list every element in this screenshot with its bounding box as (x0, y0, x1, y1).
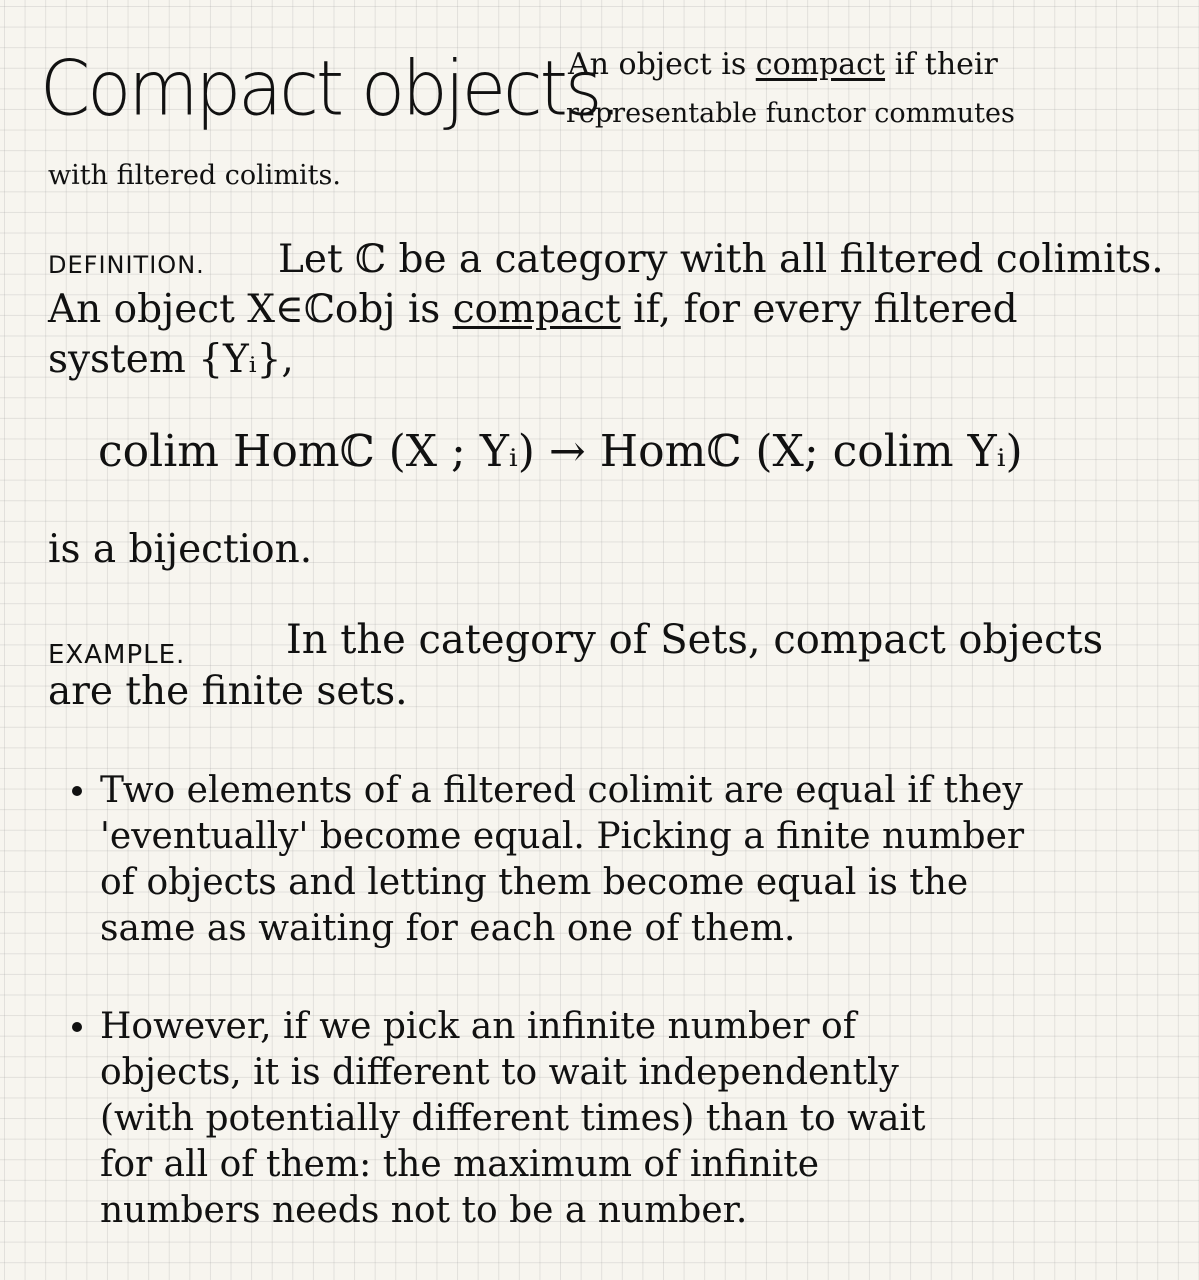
paragraph-line: However, if we pick an infinite number of (100, 1006, 857, 1047)
paragraph-line: 'eventually' become equal. Picking a finite number (100, 816, 1025, 857)
definition-line-1: Let ℂ be a category with all filtered colimits. (278, 237, 1164, 282)
compact-emphasis: compact (755, 47, 886, 82)
definition-line-4: is a bijection. (48, 527, 313, 572)
side-note-line-2: representable functor commutes (566, 98, 1015, 129)
paragraph-line: for all of them: the maximum of infinite (100, 1144, 820, 1185)
bullet-paragraph-1 (100, 768, 1024, 952)
paragraph-line: numbers needs not to be a number. (100, 1190, 748, 1231)
bullet-dot (72, 1022, 82, 1032)
compact-term: compact (452, 287, 621, 332)
example-line-2: are the finite sets. (48, 669, 408, 714)
definition-label: DEFINITION. (48, 251, 205, 279)
page-title: Compact objects. (40, 43, 620, 133)
paragraph-line: objects, it is different to wait independently (100, 1052, 899, 1093)
paragraph-line: (with potentially different times) than to wait (100, 1098, 926, 1139)
paragraph-line: Two elements of a filtered colimit are equal if they (100, 770, 1023, 811)
paragraph-line: of objects and letting them become equal is the (100, 862, 969, 903)
definition-line-2: An object X∈ℂobj is compact if, for every filtered (48, 287, 1018, 332)
paragraph-line: same as waiting for each one of them. (100, 908, 796, 949)
bullet-paragraph-2 (100, 1004, 925, 1234)
bullet-dot (72, 786, 82, 796)
definition-line-3: system {Yᵢ}, (48, 337, 294, 382)
side-note-line-1: An object is compact if their (568, 47, 998, 82)
title-continuation: with filtered colimits. (48, 160, 341, 191)
bijection-formula: colim Homℂ (X ; Yᵢ) → Homℂ (X; colim Yᵢ) (98, 426, 1023, 477)
example-label: EXAMPLE. (48, 640, 186, 670)
example-line-1: In the category of Sets, compact objects (286, 617, 1104, 663)
